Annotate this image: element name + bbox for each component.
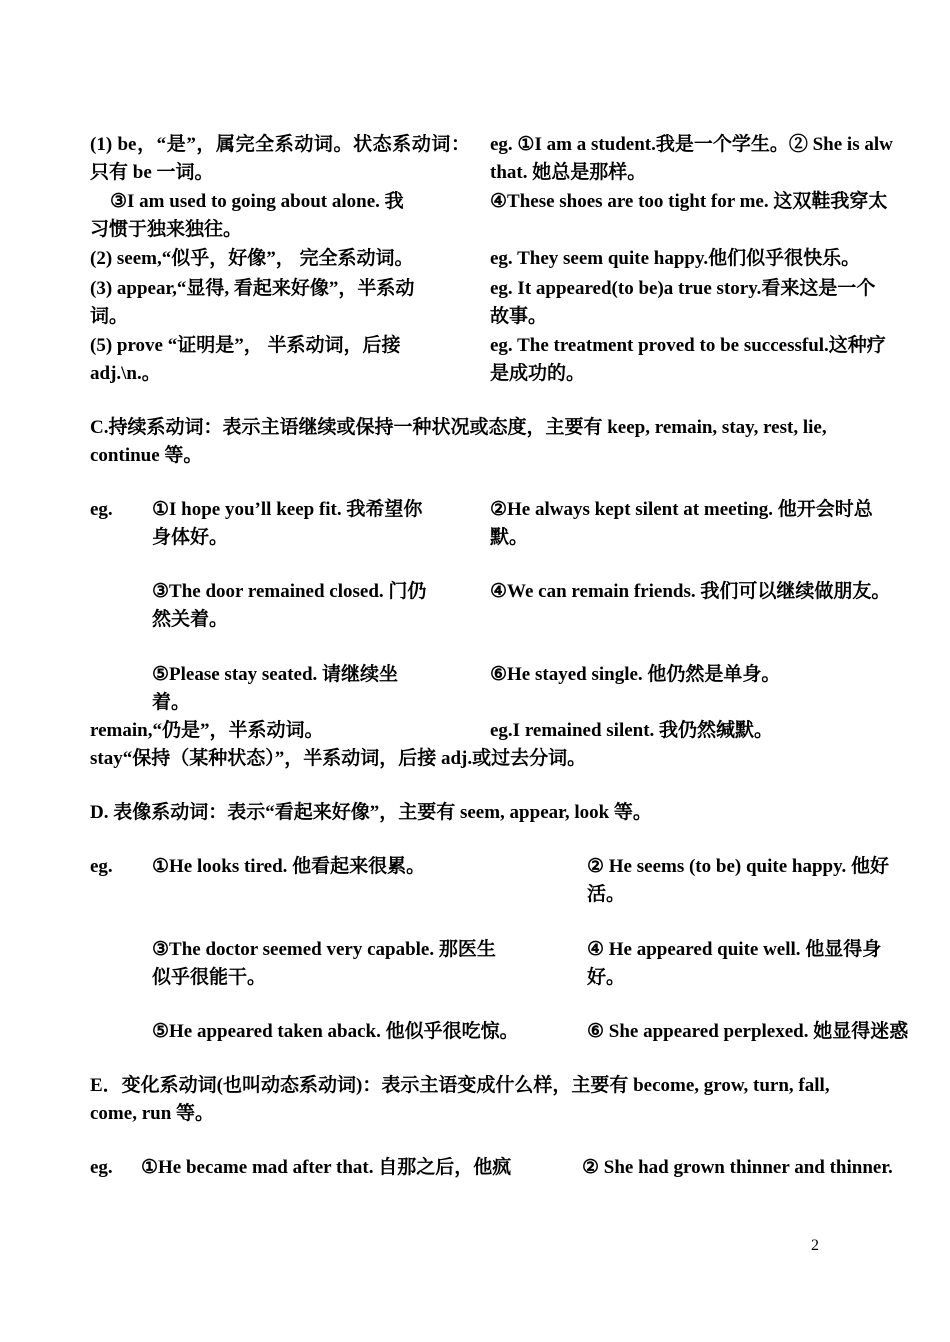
section-c-example-6: ⑥He stayed single. 他仍然是单身。 bbox=[490, 664, 781, 685]
section-e-example-2: ② She had grown thinner and thinner. bbox=[582, 1157, 893, 1178]
table1-row5-left-line2: adj.\n.。 bbox=[90, 363, 161, 384]
section-d-example-5: ⑤He appeared taken aback. 他似乎很吃惊。 bbox=[152, 1021, 519, 1042]
section-c-example-1-line1: ①I hope you’ll keep fit. 我希望你 bbox=[152, 499, 423, 520]
section-c-heading-line2: continue 等。 bbox=[90, 445, 203, 466]
table1-row2-left-line2: 习惯于独来独往。 bbox=[90, 219, 243, 240]
section-d-example-4-line1: ④ He appeared quite well. 他显得身 bbox=[587, 939, 882, 960]
section-c-example-4: ④We can remain friends. 我们可以继续做朋友。 bbox=[490, 581, 891, 602]
section-d-eg-label: eg. bbox=[90, 856, 113, 877]
table1-row4-left-line2: 词。 bbox=[90, 306, 129, 327]
section-c-example-1-line2: 身体好。 bbox=[152, 527, 229, 548]
section-d-example-4-line2: 好。 bbox=[587, 967, 626, 988]
section-c-heading-line1: C.持续系动词：表示主语继续或保持一种状况或态度，主要有 keep, remain, stay, rest, lie, bbox=[90, 417, 827, 438]
section-c-eg-label: eg. bbox=[90, 499, 113, 520]
section-c-example-2-line1: ②He always kept silent at meeting. 他开会时总 bbox=[490, 499, 873, 520]
section-c-example-3-line2: 然关着。 bbox=[152, 609, 229, 630]
remain-example: eg.I remained silent. 我仍然缄默。 bbox=[490, 720, 774, 741]
section-d-example-3-line2: 似乎很能干。 bbox=[152, 967, 267, 988]
section-c-example-3-line1: ③The door remained closed. 门仍 bbox=[152, 581, 427, 602]
table1-row4-right-line2: 故事。 bbox=[490, 306, 548, 327]
table1-row3-right: eg. They seem quite happy.他们似乎很快乐。 bbox=[490, 248, 861, 269]
section-d-example-6: ⑥ She appeared perplexed. 她显得迷惑 bbox=[587, 1021, 909, 1042]
table1-row1-left: (1) be，“是”，属完全系动词。状态系动词：只有 be 一词。 bbox=[90, 134, 470, 183]
page-number: 2 bbox=[811, 1237, 819, 1254]
remain-note: remain,“仍是”，半系动词。 bbox=[90, 720, 324, 741]
section-d-example-3-line1: ③The doctor seemed very capable. 那医生 bbox=[152, 939, 496, 960]
table1-row5-left-line1: (5) prove “证明是”， 半系动词，后接 bbox=[90, 335, 401, 356]
section-c-example-2-line2: 默。 bbox=[490, 527, 529, 548]
section-e-example-1: ①He became mad after that. 自那之后，他疯 bbox=[141, 1157, 512, 1178]
table1-row1-right-line2: that. 她总是那样。 bbox=[490, 162, 647, 183]
section-d-example-2-line1: ② He seems (to be) quite happy. 他好 bbox=[587, 856, 890, 877]
section-d-example-2-line2: 活。 bbox=[587, 884, 626, 905]
section-e-eg-label: eg. bbox=[90, 1157, 113, 1178]
table1-row2-left-line1: ③I am used to going about alone. 我 bbox=[110, 191, 404, 212]
table1-row4-left-line1: (3) appear,“显得, 看起来好像”，半系动 bbox=[90, 278, 415, 299]
table1-row5-right-line1: eg. The treatment proved to be successful.这种疗 bbox=[490, 335, 886, 356]
section-e-heading-line1: E．变化系动词(也叫动态系动词)：表示主语变成什么样，主要有 become, grow, turn, fall, bbox=[90, 1075, 830, 1096]
table1-row5-right-line2: 是成功的。 bbox=[490, 363, 586, 384]
table1-row3-left: (2) seem,“似乎，好像”， 完全系动词。 bbox=[90, 248, 414, 269]
section-c-example-5-line1: ⑤Please stay seated. 请继续坐 bbox=[152, 664, 399, 685]
table1-row1-right-line1: eg. ①I am a student.我是一个学生。② She is alw bbox=[490, 134, 893, 155]
section-d-example-1: ①He looks tired. 他看起来很累。 bbox=[152, 856, 426, 877]
section-c-example-5-line2: 着。 bbox=[152, 692, 191, 713]
section-e-heading-line2: come, run 等。 bbox=[90, 1103, 215, 1124]
table1-row2-right: ④These shoes are too tight for me. 这双鞋我穿太 bbox=[490, 191, 888, 212]
stay-note: stay“保持（某种状态）”，半系动词，后接 adj.或过去分词。 bbox=[90, 748, 587, 769]
section-d-heading: D. 表像系动词：表示“看起来好像”，主要有 seem, appear, look 等。 bbox=[90, 802, 652, 823]
table1-row4-right-line1: eg. It appeared(to be)a true story.看来这是一个 bbox=[490, 278, 876, 299]
